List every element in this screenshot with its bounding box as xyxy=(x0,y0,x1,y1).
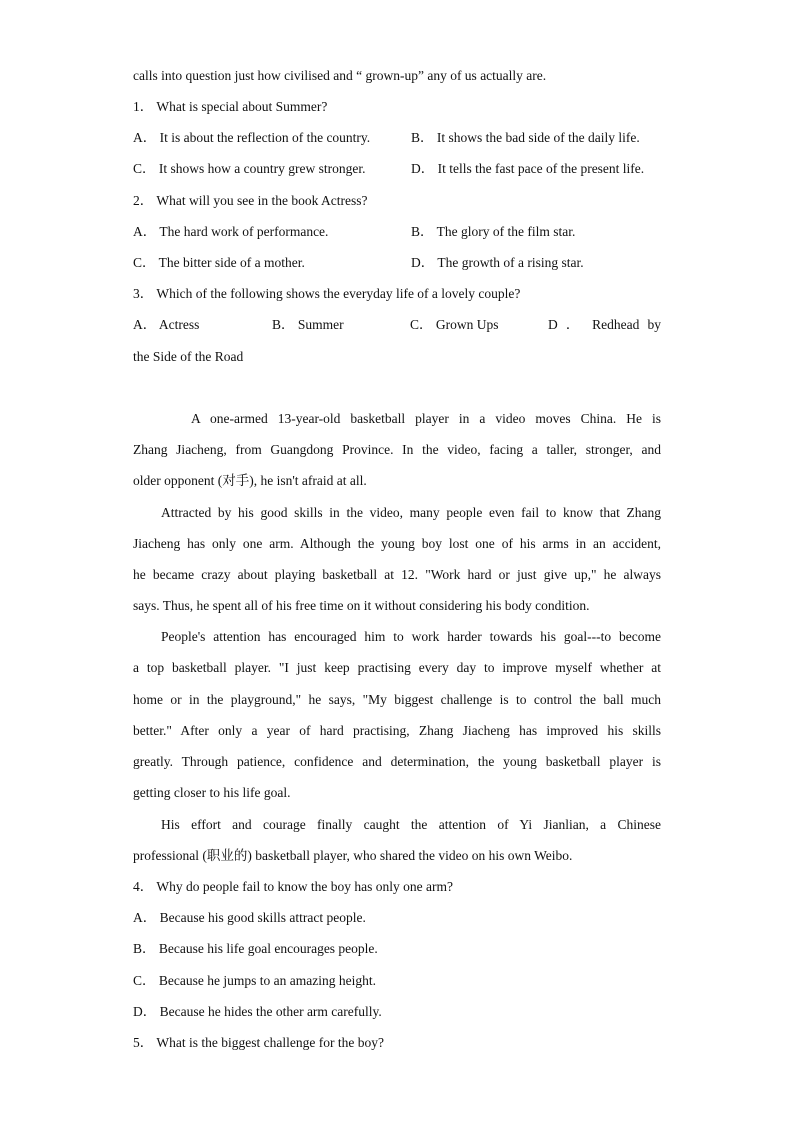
passage2-line: Zhang Jiacheng, from Guangdong Province. In the video, facing a taller, stronger, and xyxy=(133,442,661,457)
passage2-line: older opponent (对手), he isn't afraid at all. xyxy=(133,473,367,488)
passage2-line: getting closer to his life goal. xyxy=(133,785,291,800)
q4-option-c: C． Because he jumps to an amazing height. xyxy=(133,973,376,988)
passage2-line: greatly. Through patience, confidence and determination, the young basketball player is xyxy=(133,754,661,769)
passage2-line: better." After only a year of hard practising, Zhang Jiacheng has improved his skills xyxy=(133,723,661,738)
q3-option-a: A． Actress xyxy=(133,317,200,332)
passage2-line: A one-armed 13-year-old basketball player in a video moves China. He is xyxy=(191,411,661,426)
q3-option-b: B． Summer xyxy=(272,317,344,332)
passage2-line: home or in the playground," he says, "My biggest challenge is to control the ball much xyxy=(133,692,661,707)
passage1-tail: calls into question just how civilised and “ grown-up” any of us actually are. xyxy=(133,68,547,83)
q4-option-d: D． Because he hides the other arm carefully. xyxy=(133,1004,382,1019)
q2-option-a: A． The hard work of performance. xyxy=(133,224,329,239)
q2-option-c: C． The bitter side of a mother. xyxy=(133,255,305,270)
q1-option-b: B． It shows the bad side of the daily life. xyxy=(411,130,640,145)
passage2-line: Attracted by his good skills in the video, many people even fail to know that Zhang xyxy=(161,505,661,520)
q1-stem: 1． What is special about Summer? xyxy=(133,99,328,114)
q5-stem: 5． What is the biggest challenge for the boy? xyxy=(133,1035,384,1050)
q3-stem: 3． Which of the following shows the everyday life of a lovely couple? xyxy=(133,286,521,301)
q1-option-c: C． It shows how a country grew stronger. xyxy=(133,161,366,176)
q4-option-b: B． Because his life goal encourages people. xyxy=(133,941,378,956)
q3-option-d-continued: the Side of the Road xyxy=(133,349,244,364)
q4-option-a: A． Because his good skills attract people. xyxy=(133,910,366,925)
passage2-line: Jiacheng has only one arm. Although the young boy lost one of his arms in an accident, xyxy=(133,536,661,551)
passage2-line: says. Thus, he spent all of his free time on it without considering his body condition. xyxy=(133,598,590,613)
q1-option-d: D． It tells the fast pace of the present life. xyxy=(411,161,645,176)
q4-stem: 4． Why do people fail to know the boy has only one arm? xyxy=(133,879,453,894)
q2-option-b: B． The glory of the film star. xyxy=(411,224,576,239)
q2-stem: 2． What will you see in the book Actress? xyxy=(133,193,368,208)
passage2-line: People's attention has encouraged him to work harder towards his goal---to become xyxy=(161,629,661,644)
q1-option-a: A． It is about the reflection of the country. xyxy=(133,130,371,145)
passage2-line: professional (职业的) basketball player, who shared the video on his own Weibo. xyxy=(133,848,573,863)
passage2-line: a top basketball player. "I just keep practising every day to improve myself whether at xyxy=(133,660,661,675)
q2-option-d: D． The growth of a rising star. xyxy=(411,255,584,270)
passage2-line: he became crazy about playing basketball at 12. "Work hard or just give up," he always xyxy=(133,567,661,582)
q3-option-c: C． Grown Ups xyxy=(410,317,499,332)
q3-option-d: D ． Redhead by xyxy=(548,317,661,332)
passage2-line: His effort and courage finally caught the attention of Yi Jianlian, a Chinese xyxy=(161,817,661,832)
